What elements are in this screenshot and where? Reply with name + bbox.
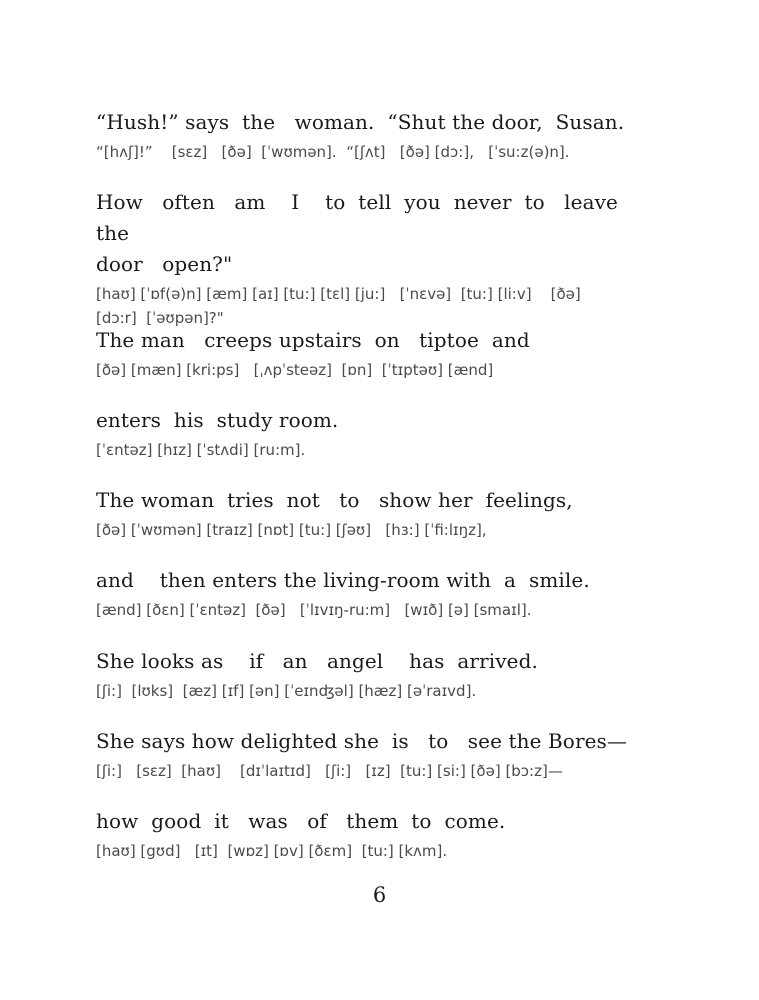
paragraph-7 [96,646,656,703]
paragraph-9 [96,806,656,863]
english-line: The man creeps upstairs on tiptoe and [96,328,530,352]
english-line: how good it was of them to come. [96,809,506,833]
paragraph-8 [96,726,656,783]
paragraph-5 [96,485,656,542]
english-line: The woman tries not to show her feelings, [96,488,573,512]
paragraph-4 [96,405,656,462]
page-number: 6 [372,883,387,907]
ipa-transcription: [ðə] [ˈwʊmən] [traɪz] [nɒt] [tu:] [ʃəʊ] [hɜ:] [ˈfi:lɪŋz], [96,521,487,539]
ipa-transcription: [ænd] [ðɛn] [ˈɛntəz] [ðə] [ˈlɪvɪŋ-ru:m] [wɪð] [ə] [smaɪl]. [96,601,532,619]
ipa-transcription: [ˈɛntəz] [hɪz] [ˈstʌdi] [ru:m]. [96,441,306,459]
paragraph-2 [96,187,656,330]
ipa-transcription: [ʃi:] [lʊks] [æz] [ɪf] [ən] [ˈeɪnʤəl] [hæz] [əˈraɪvd]. [96,682,477,700]
ipa-transcription: [haʊ] [ˈɒf(ə)n] [æm] [aɪ] [tu:] [tɛl] [ju:] [ˈnɛvə] [tu:] [li:v] [ðə] [dɔ:r] [ˈəʊpən]?" [96,285,581,327]
english-line: She says how delighted she is to see the Bores— [96,729,628,753]
paragraph-1 [96,107,656,164]
english-line: “Hush!” says the woman. “Shut the door, Susan. [96,110,625,134]
ipa-transcription: [ʃi:] [sɛz] [haʊ] [dɪˈlaɪtɪd] [ʃi:] [ɪz] [tu:] [si:] [ðə] [bɔ:z]— [96,762,563,780]
paragraph-6 [96,565,656,622]
ipa-transcription: “[hʌʃ]!” [sɛz] [ðə] [ˈwʊmən]. “[ʃʌt] [ðə] [dɔ:], [ˈsu:z(ə)n]. [96,143,570,161]
paragraph-3 [96,325,656,382]
ipa-transcription: [ðə] [mæn] [kri:ps] [ˌʌpˈsteəz] [ɒn] [ˈtɪptəʊ] [ænd] [96,361,494,379]
english-line: How often am I to tell you never to leave the door open?" [96,190,618,276]
english-line: and then enters the living-room with a smile. [96,568,590,592]
english-line: enters his study room. [96,408,339,432]
english-line: She looks as if an angel has arrived. [96,649,538,673]
ipa-transcription: [haʊ] [gʊd] [ɪt] [wɒz] [ɒv] [ðɛm] [tu:] [kʌm]. [96,842,448,860]
